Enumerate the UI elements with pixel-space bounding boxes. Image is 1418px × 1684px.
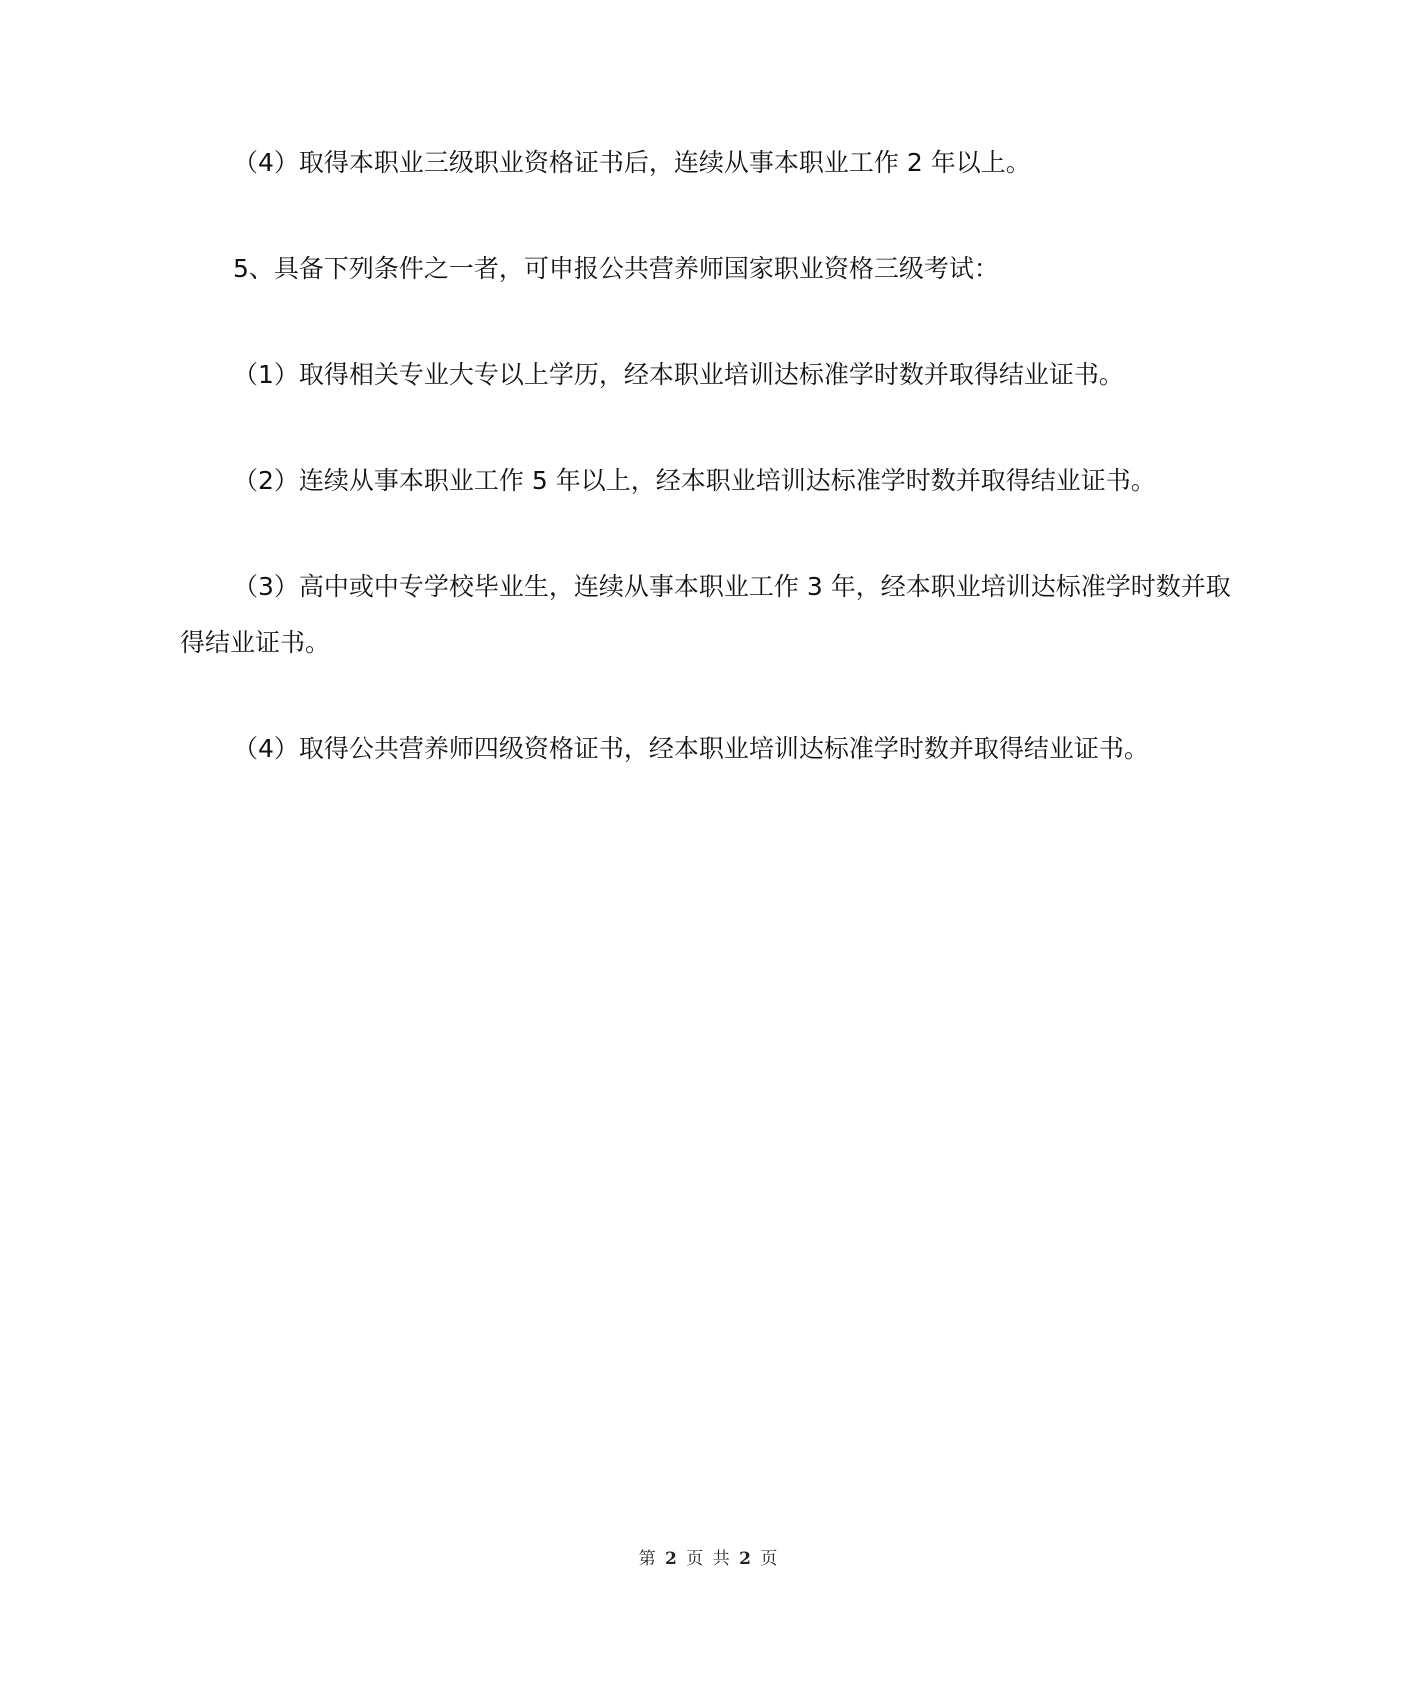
footer-middle: 页 共 [686,1549,732,1569]
paragraph-item-1: （1）取得相关专业大专以上学历，经本职业培训达标准学时数并取得结业证书。 [233,360,1124,389]
page-footer [0,1544,1418,1569]
paragraph-item-2: （2）连续从事本职业工作 5 年以上，经本职业培训达标准学时数并取得结业证书。 [233,466,1156,495]
paragraph-item-3: （3）高中或中专学校毕业生，连续从事本职业工作 3 年，经本职业培训达标准学时数并取得结业证书。 [180,572,1231,657]
paragraph-item-4-level-two: （4）取得本职业三级职业资格证书后，连续从事本职业工作 2 年以上。 [233,148,1031,177]
footer-prefix: 第 [638,1549,658,1569]
paragraph-item-4: （4）取得公共营养师四级资格证书，经本职业培训达标准学时数并取得结业证书。 [233,734,1149,763]
footer-current-page: 2 [665,1549,679,1569]
footer-total-pages: 2 [739,1549,753,1569]
document-body [180,135,1240,827]
paragraph-section-5-heading: 5、具备下列条件之一者，可申报公共营养师国家职业资格三级考试： [233,254,999,283]
footer-suffix: 页 [760,1549,780,1569]
